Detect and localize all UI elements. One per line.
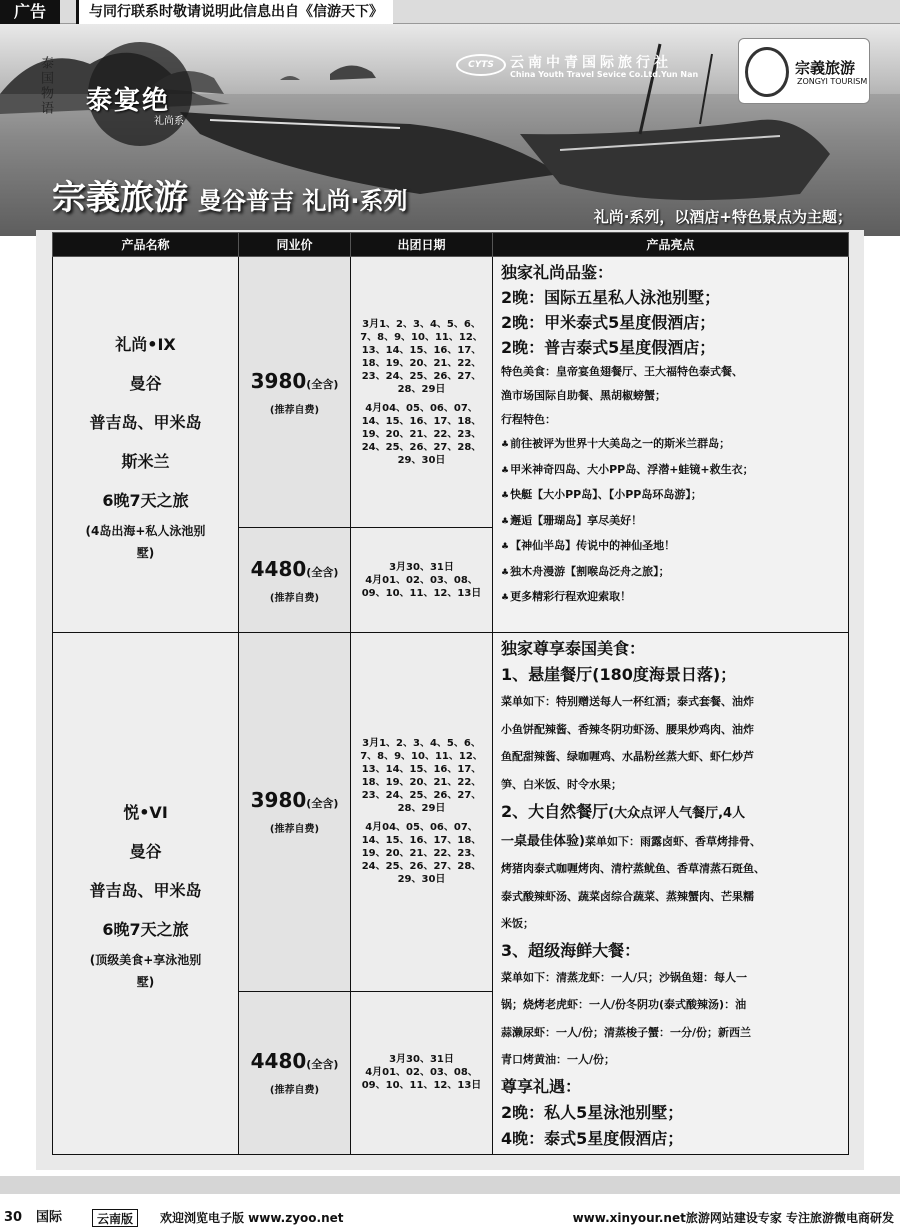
title-brand: 宗義旅游 — [52, 178, 188, 218]
highlight-bullet: ♣ 【神仙半岛】传说中的神仙圣地！ — [501, 534, 842, 560]
highlight-bullet: ♣ 前往被评为世界十大美岛之一的斯米兰群岛； — [501, 432, 842, 458]
highlights-cell — [493, 633, 849, 1155]
product-city: 曼谷 — [129, 842, 162, 862]
table-row — [53, 633, 849, 992]
departure-dates-march: 3月30、31日 — [389, 1054, 454, 1066]
price-tag: (全含) — [306, 377, 339, 391]
honor-title: 尊享礼遇： — [501, 1076, 582, 1096]
product-table — [52, 232, 849, 1155]
honor-hotel: 2晚：私人5星泳池别墅； — [501, 1102, 684, 1122]
product-islands: 普吉岛、甲米岛 — [89, 881, 202, 901]
page-number: 30 — [4, 1210, 23, 1225]
header-departure-dates: 出团日期 — [351, 233, 493, 257]
restaurant-2-note: (大众点评人气餐厅,4人 — [608, 806, 746, 821]
product-note: 墅) — [136, 546, 155, 560]
footprint-icon — [745, 47, 789, 97]
price-note: (推荐自费) — [269, 592, 320, 604]
series-theme: 礼尚·系列，以酒店+特色景点为主题； — [593, 208, 852, 226]
restaurant-2-menu: 烤猪肉泰式咖喱烤肉、清柠蒸鱿鱼、香草清蒸石斑鱼、 — [501, 862, 765, 875]
price-cell — [239, 257, 351, 528]
highlights-cell — [493, 257, 849, 633]
thai-feast-logo — [36, 48, 236, 128]
restaurant-1-menu: 小鱼饼配辣酱、香辣冬阴功虾汤、腰果炒鸡肉、油炸 — [501, 722, 754, 736]
product-note: (顶级美食+享泳池别 — [89, 953, 202, 968]
ezine-link[interactable]: 欢迎浏览电子版 www.zyoo.net — [160, 1211, 344, 1225]
cyts-agency-logo — [456, 52, 736, 98]
price-value: 4480 — [250, 556, 307, 581]
cyts-name-en: China Youth Travel Sevice Co.Ltd.Yun Nan — [510, 70, 699, 79]
restaurant-2-menu: 米饭； — [501, 917, 534, 930]
product-name-cell — [53, 257, 239, 633]
price-cell — [239, 528, 351, 633]
restaurant-2-title: 2、大自然餐厅 — [501, 802, 609, 821]
departure-dates-march: 3月1、2、3、4、5、6、7、8、9、10、11、12、13、14、15、16、17、18、19、20、21、22、23、24、25、26、27、28、29日 — [360, 738, 483, 815]
table-row — [53, 257, 849, 528]
price-tag: (全含) — [306, 1058, 339, 1072]
section-label: 国际 — [36, 1210, 63, 1225]
highlight-food: 特色美食：皇帝宴鱼翅餐厅、王大福特色泰式餐、 — [501, 365, 743, 378]
highlight-bullet: ♣ 甲米神奇四岛、大小PP岛、浮潜+蛙镜+救生衣； — [501, 458, 842, 484]
product-islands: 普吉岛、甲米岛 — [89, 413, 202, 432]
price-tag: (全含) — [306, 565, 339, 579]
header-highlights: 产品亮点 — [493, 233, 849, 257]
restaurant-3-menu: 菜单如下：清蒸龙虾：一人/只；沙锅鱼翅：每人一 — [501, 970, 748, 984]
product-note: 墅) — [136, 975, 155, 990]
table-header-row — [53, 233, 849, 257]
highlight-heading: 独家尊享泰国美食： — [501, 639, 646, 658]
highlight-hotel: 2晚：普吉泰式5星度假酒店； — [501, 338, 716, 357]
top-strip — [0, 0, 900, 24]
zongyi-name-en: ZONGYI TOURISM — [797, 77, 868, 86]
price-tag: (全含) — [306, 797, 339, 811]
page-title — [52, 170, 407, 219]
product-extra-island: 斯米兰 — [121, 452, 170, 471]
restaurant-3-menu: 锅；烧烤老虎虾：一人/份冬阴功(泰式酸辣汤)：油 — [501, 998, 747, 1011]
departure-dates-april: 4月04、05、06、07、14、15、16、17、18、19、20、21、22、23、24、25、26、27、28、29、30日 — [361, 402, 482, 466]
restaurant-3-title: 3、超级海鲜大餐： — [501, 940, 641, 960]
departure-dates-march: 3月1、2、3、4、5、6、7、8、9、10、11、12、13、14、15、16、17、18、19、20、21、22、23、24、25、26、27、28、29日 — [360, 318, 483, 395]
departure-dates-april: 4月01、02、03、08、09、10、11、12、13日 — [361, 1067, 482, 1092]
logo-brand-text: 泰宴绝 — [86, 86, 171, 116]
dates-cell — [351, 633, 493, 992]
highlight-route-label: 行程特色： — [501, 413, 556, 426]
dates-cell — [351, 528, 493, 633]
product-duration: 6晚7天之旅 — [102, 920, 189, 940]
restaurant-3-menu: 蒜濑尿虾：一人/份；清蒸梭子蟹：一分/份；新西兰 — [501, 1025, 752, 1039]
page-footer — [0, 1206, 900, 1230]
price-cell — [239, 633, 351, 992]
price-value: 3980 — [250, 788, 307, 813]
product-city: 曼谷 — [129, 374, 162, 393]
departure-dates-march: 3月30、31日 — [389, 561, 454, 573]
title-series: 曼谷普吉 礼尚·系列 — [198, 187, 408, 215]
footer-ad-link[interactable]: www.xinyour.net旅游网站建设专家 专注旅游微电商研发 — [572, 1211, 894, 1225]
highlight-bullet: ♣ 快艇【大小PP岛】、【小PP岛环岛游】； — [501, 483, 842, 509]
highlight-food: 渔市场国际自助餐、黑胡椒螃蟹； — [501, 389, 666, 402]
departure-dates-april: 4月01、02、03、08、09、10、11、12、13日 — [361, 574, 482, 599]
source-notice: 与同行联系时敬请说明此信息出自《信游天下》 — [76, 0, 393, 24]
price-note: (推荐自费) — [269, 824, 320, 836]
restaurant-2-menu: 泰式酸辣虾汤、蔬菜卤综合蔬菜、蒸辣蟹肉、芒果糯 — [501, 889, 754, 903]
header-trade-price: 同业价 — [239, 233, 351, 257]
restaurant-1-title: 1、悬崖餐厅(180度海景日落)； — [501, 665, 737, 684]
highlight-bullet: ♣ 独木舟漫游【割喉岛泛舟之旅】； — [501, 560, 842, 586]
honor-hotel: 4晚：泰式5星度假酒店； — [501, 1128, 684, 1148]
restaurant-2-menu: 菜单如下：雨露卤虾、香草烤排骨、 — [584, 834, 761, 848]
dates-cell — [351, 257, 493, 528]
restaurant-2-menu-line — [501, 828, 842, 856]
restaurant-2-note-end: 一桌最佳体验) — [501, 833, 585, 849]
ad-label: 广告 — [0, 0, 60, 24]
dates-cell — [351, 991, 493, 1154]
product-duration: 6晚7天之旅 — [102, 491, 189, 510]
product-name: 悦•VI — [123, 803, 168, 823]
product-note: (4岛出海+私人泳池别 — [85, 524, 206, 538]
product-name-cell — [53, 633, 239, 1155]
highlight-hotel: 2晚：甲米泰式5星度假酒店； — [501, 313, 716, 332]
hero-banner — [0, 24, 900, 236]
price-note: (推荐自费) — [269, 1085, 320, 1097]
highlight-heading: 独家礼尚品鉴： — [501, 263, 614, 282]
bottom-decor-bar — [0, 1176, 900, 1194]
cyts-badge: CYTS — [456, 54, 506, 76]
logo-sub-text: 礼尚系 — [154, 116, 184, 127]
restaurant-2-title-line — [501, 798, 842, 828]
price-cell — [239, 991, 351, 1154]
product-name: 礼尚•IX — [115, 335, 176, 354]
cyts-name-cn: 云南中青国际旅行社 — [510, 55, 672, 71]
edition-badge: 云南版 — [92, 1209, 138, 1227]
highlight-bullet: ♣ 邂逅【珊瑚岛】享尽美好！ — [501, 509, 842, 535]
restaurant-1-menu: 鱼配甜辣酱、绿咖喱鸡、水晶粉丝蒸大虾、虾仁炒芦 — [501, 750, 754, 763]
price-value: 4480 — [250, 1049, 307, 1074]
logo-vertical-text: 泰国物语 — [38, 56, 53, 116]
restaurant-3-menu: 青口烤黄油：一人/份； — [501, 1053, 616, 1066]
departure-dates-april: 4月04、05、06、07、14、15、16、17、18、19、20、21、22、23、24、25、26、27、28、29、30日 — [361, 822, 482, 886]
header-product-name: 产品名称 — [53, 233, 239, 257]
highlight-bullet: ♣ 更多精彩行程欢迎索取！ — [501, 585, 842, 611]
restaurant-1-menu: 菜单如下：特别赠送每人一杯红酒；泰式套餐、油炸 — [501, 695, 754, 708]
price-note: (推荐自费) — [269, 404, 320, 416]
restaurant-1-menu: 笋、白米饭、时令水果； — [501, 777, 622, 791]
highlight-hotel: 2晚：国际五星私人泳池别墅； — [501, 288, 721, 307]
zongyi-name-cn: 宗義旅游 — [795, 59, 856, 77]
zongyi-tourism-logo — [738, 38, 870, 104]
price-value: 3980 — [250, 368, 307, 393]
